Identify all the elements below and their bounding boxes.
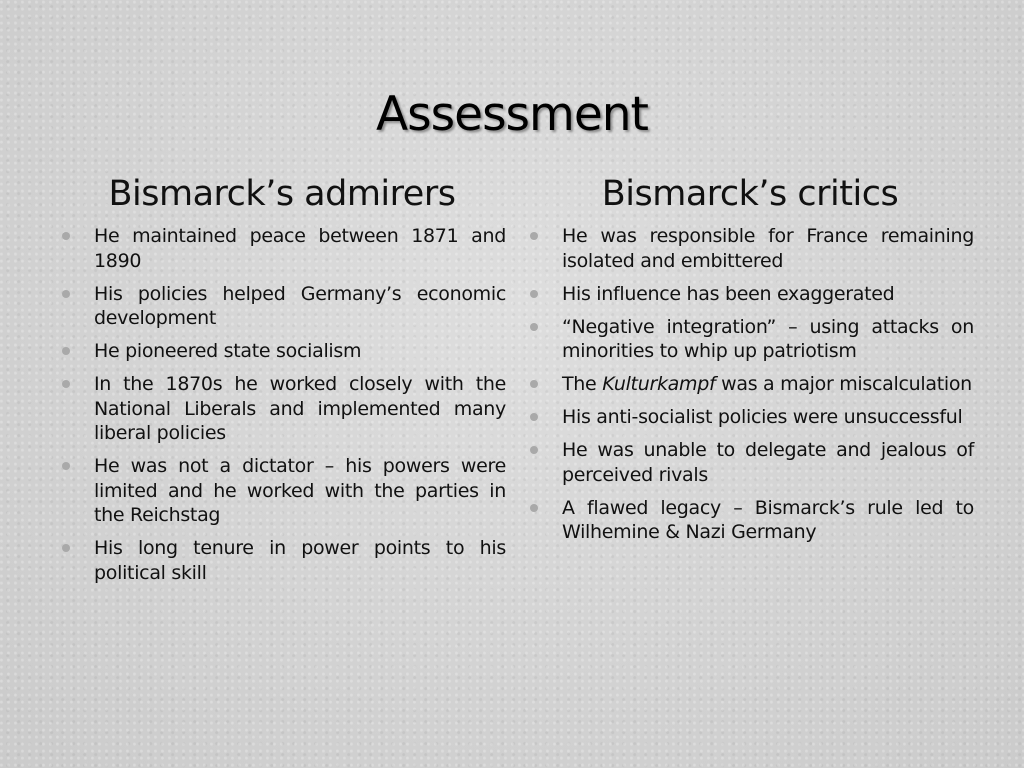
bullet-dot-icon bbox=[62, 290, 70, 298]
list-item bbox=[526, 224, 974, 273]
bullet-dot-icon bbox=[62, 380, 70, 388]
admirers-list bbox=[58, 224, 506, 585]
kulturkampf-term: Kulturkampf bbox=[602, 373, 716, 395]
list-item-text bbox=[562, 373, 972, 395]
bullet-dot-icon bbox=[530, 413, 538, 421]
bullet-dot-icon bbox=[530, 446, 538, 454]
bullet-dot-icon bbox=[530, 323, 538, 331]
list-item bbox=[526, 372, 974, 397]
list-item bbox=[526, 282, 974, 307]
list-item-text: He was not a dictator – his powers were limited and he worked with the parties in the Reichstag bbox=[94, 455, 506, 526]
slide-title: Assessment bbox=[376, 87, 648, 142]
bullet-dot-icon bbox=[62, 347, 70, 355]
text-segment: was a major miscalculation bbox=[715, 373, 972, 395]
list-item-text: His policies helped Germany’s economic development bbox=[94, 282, 506, 329]
list-item bbox=[58, 282, 506, 331]
bullet-dot-icon bbox=[530, 504, 538, 512]
bullet-dot-icon bbox=[62, 544, 70, 552]
list-item-text: He pioneered state socialism bbox=[94, 340, 362, 362]
bullet-dot-icon bbox=[530, 290, 538, 298]
list-item bbox=[58, 536, 506, 585]
bullet-dot-icon bbox=[62, 232, 70, 240]
list-item bbox=[526, 438, 974, 487]
text-segment: The bbox=[562, 373, 603, 395]
list-item-text: His anti-socialist policies were unsuccessful bbox=[562, 406, 963, 428]
list-item bbox=[526, 496, 974, 545]
list-item-text: He was unable to delegate and jealous of perceived rivals bbox=[562, 439, 974, 486]
list-item-text: A flawed legacy – Bismarck’s rule led to Wilhemine & Nazi Germany bbox=[562, 496, 974, 543]
critics-column bbox=[526, 170, 974, 553]
list-item-text: He maintained peace between 1871 and 1890 bbox=[94, 225, 506, 272]
list-item-text: “Negative integration” – using attacks on minorities to whip up patriotism bbox=[562, 315, 974, 362]
admirers-column bbox=[58, 170, 506, 594]
list-item bbox=[58, 224, 506, 273]
bullet-dot-icon bbox=[62, 462, 70, 470]
list-item bbox=[526, 315, 974, 364]
critics-list bbox=[526, 224, 974, 545]
list-item-text: His influence has been exaggerated bbox=[562, 282, 895, 305]
list-item-text: His long tenure in power points to his political skill bbox=[94, 537, 506, 584]
list-item bbox=[58, 454, 506, 528]
list-item bbox=[526, 405, 974, 430]
bullet-dot-icon bbox=[530, 232, 538, 240]
admirers-heading: Bismarck’s admirers bbox=[108, 174, 456, 214]
list-item bbox=[58, 372, 506, 446]
critics-heading: Bismarck’s critics bbox=[601, 174, 899, 214]
bullet-dot-icon bbox=[530, 380, 538, 388]
list-item-text: He was responsible for France remaining isolated and embittered bbox=[562, 225, 974, 272]
list-item bbox=[58, 339, 506, 364]
list-item-text: In the 1870s he worked closely with the National Liberals and implemented many liberal policies bbox=[94, 373, 506, 444]
